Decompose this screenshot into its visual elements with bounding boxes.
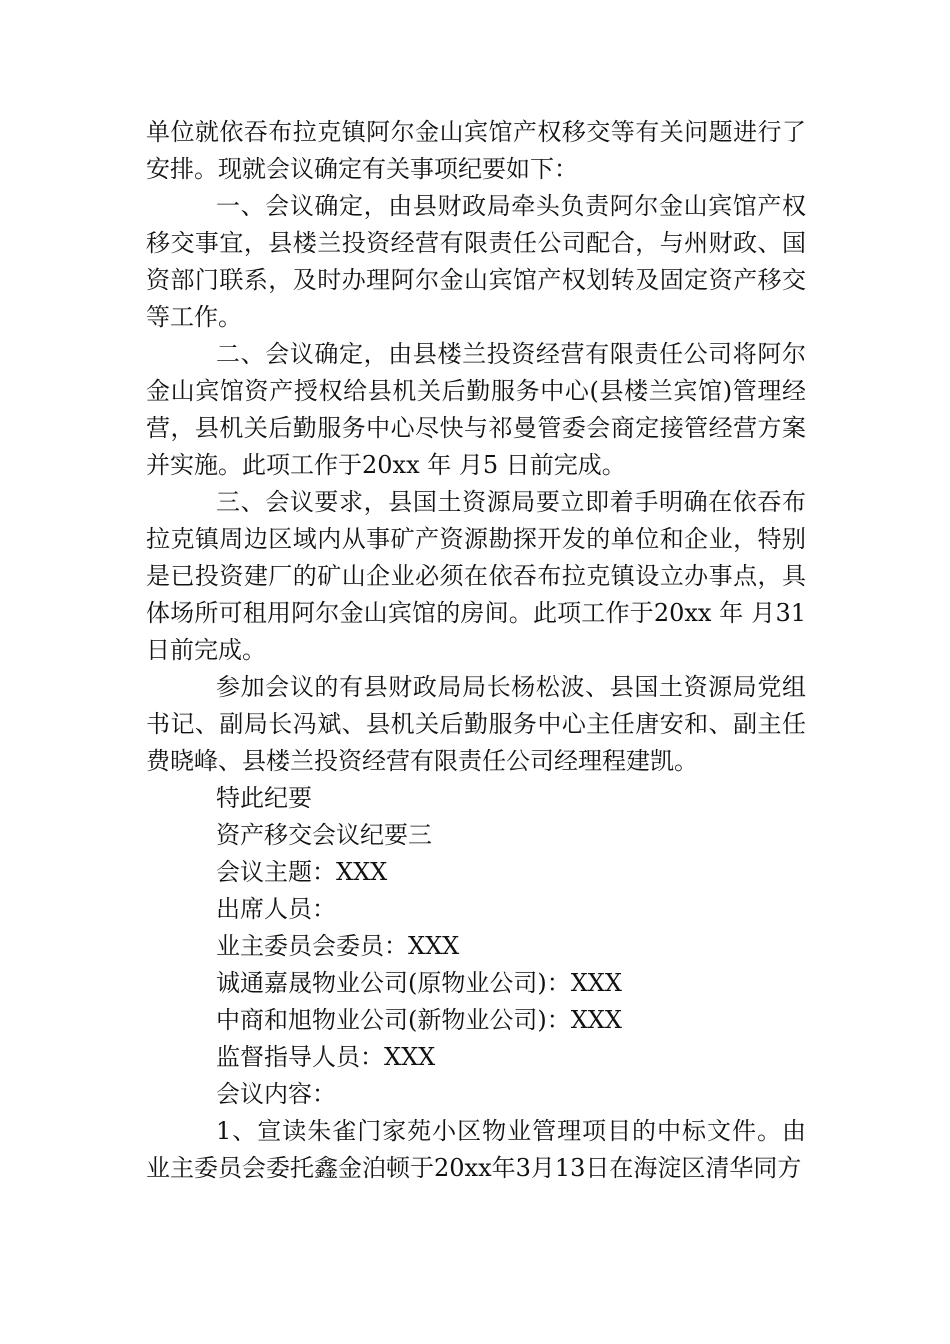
paragraph-intro-continuation: 单位就依吞布拉克镇阿尔金山宾馆产权移交等有关问题进行了安排。现就会议确定有关事项纪要如下：: [146, 118, 806, 183]
attendee-new-property-company: 中商和旭物业公司(新物业公司)：XXX: [216, 1006, 622, 1034]
paragraph-item-3: 三、会议要求，县国土资源局要立即着手明确在依吞布拉克镇周边区域内从事矿产资源勘探开发的单位和企业，特别是已投资建厂的矿山企业必须在依吞布拉克镇设立办事点，具体场所可租用阿尔金山宾馆的房间。此项工作于20xx 年 月31日前完成。: [146, 488, 806, 664]
paragraph-attendees: 参加会议的有县财政局局长杨松波、县国土资源局党组书记、副局长冯斌、县机关后勤服务中心主任唐安和、副主任费晓峰、县楼兰投资经营有限责任公司经理程建凯。: [146, 673, 806, 775]
meeting-content-heading: 会议内容：: [216, 1080, 336, 1108]
attendees-heading: 出席人员：: [216, 895, 336, 923]
paragraph-item-2: 二、会议确定，由县楼兰投资经营有限责任公司将阿尔金山宾馆资产授权给县机关后勤服务中心(县楼兰宾馆)管理经营，县机关后勤服务中心尽快与祁曼管委会商定接管经营方案并实施。此项工作于20xx 年 月5 日前完成。: [146, 340, 806, 479]
attendee-supervisors: 监督指导人员：XXX: [216, 1043, 436, 1071]
attendee-former-property-company: 诚通嘉晟物业公司(原物业公司)：XXX: [216, 969, 622, 997]
meeting-content-item-1: 1、宣读朱雀门家苑小区物业管理项目的中标文件。由业主委员会委托鑫金泊顿于20xx年3月13日在海淀区清华同方: [146, 1117, 806, 1182]
paragraph-closing: 特此纪要: [216, 784, 312, 812]
paragraph-item-1: 一、会议确定，由县财政局牵头负责阿尔金山宾馆产权移交事宜，县楼兰投资经营有限责任公司配合，与州财政、国资部门联系，及时办理阿尔金山宾馆产权划转及固定资产移交等工作。: [146, 192, 806, 331]
document-body: [146, 114, 806, 1187]
attendee-owners-committee: 业主委员会委员：XXX: [216, 932, 460, 960]
meeting-topic: 会议主题：XXX: [216, 858, 388, 886]
section-title: 资产移交会议纪要三: [216, 821, 432, 849]
